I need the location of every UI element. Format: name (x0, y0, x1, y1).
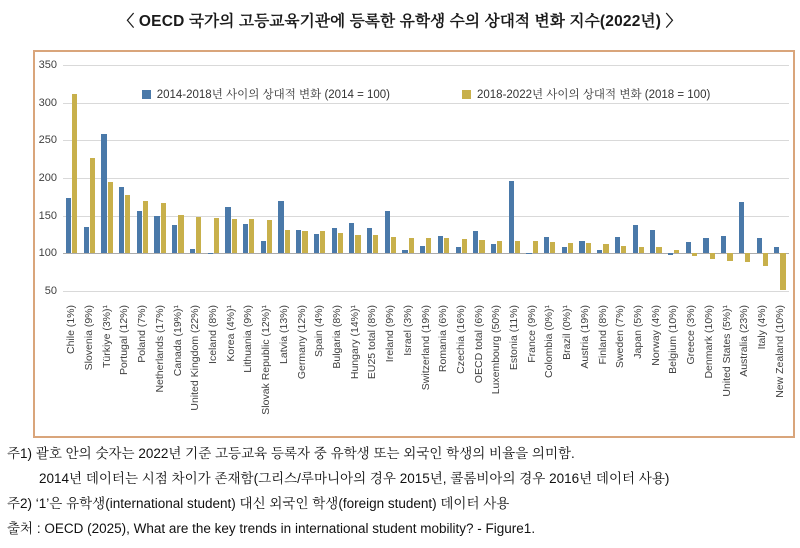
footnote-1-line-2: 2014년 데이터는 시점 차이가 존재함(그리스/루마니아의 경우 2015년, 콜롬비아의 경우 2016년 데이터 사용) (39, 471, 670, 486)
bar-2018-2022-Hungary (14%)¹ (355, 235, 360, 254)
bar-2018-2022-France (9%) (533, 241, 538, 253)
x-labels: Chile (1%) Slovenia (9%) Türkiye (3%)¹ Portugal (12%) Poland (7%) Netherlands (17%) Canada (19%)¹ United Kingdom (22%) Iceland (8%) Korea (4%)¹ Lithuania (9%) Slovak Republic (12%)¹ Latvia (13%) Germany (12%) Spain (4%) Bulgaria (8%) Hungary (14%)¹ EU25 total (8%) Ireland (9%) Israel (3%) Switzerland (19%) Romania (6%) Czechia (16%) OECD total (6%) Luxembourg (50%) Estonia (11%) France (9%) Colombia (0%)¹ Brazil (0%)¹ Austria (19%) Finland (8%) Sweden (7%) Japan (5%) Norway (4%) Belgium (10%) Greece (3%) Denmark (10%) United States (5%)¹ Australia (23%) Italy (4%) New Zealand (10%) (65, 305, 786, 415)
page-title: 〈 OECD 국가의 고등교육기관에 등록한 유학생 수의 상대적 변화 지수(2022년) 〉 (118, 13, 682, 30)
bar-2014-2018-Israel (3%) (402, 250, 407, 254)
bar-2014-2018-EU25 total (8%) (367, 228, 372, 253)
bar-2014-2018-Austria (19%) (579, 241, 584, 253)
legend-swatch-series2-icon (462, 90, 471, 99)
bar-2014-2018-Romania (6%) (438, 236, 443, 253)
bar-2014-2018-Spain (4%) (314, 234, 319, 254)
bar-2018-2022-Netherlands (17%) (161, 203, 166, 253)
bar-2014-2018-Latvia (13%) (278, 201, 283, 253)
bar-2018-2022-Brazil (0%)¹ (568, 243, 573, 254)
bar-2018-2022-New Zealand (10%) (780, 253, 785, 290)
bar-2018-2022-Israel (3%) (409, 238, 414, 254)
bar-2018-2022-EU25 total (8%) (373, 235, 378, 253)
bar-2014-2018-Japan (5%) (633, 225, 638, 253)
y-tick-300: 300 (38, 96, 57, 109)
bar-2014-2018-Türkiye (3%)¹ (101, 134, 106, 254)
bar-2014-2018-Belgium (10%) (668, 253, 673, 255)
gridline-50 (63, 291, 789, 292)
chart-box (33, 50, 795, 438)
legend-label-series2: 2018-2022년 사이의 상대적 변화 (2018 = 100) (477, 89, 711, 101)
bar-2018-2022-Finland (8%) (603, 244, 608, 253)
bar-2014-2018-Ireland (9%) (385, 211, 390, 253)
bar-2018-2022-Chile (1%) (72, 94, 77, 254)
bar-2018-2022-Türkiye (3%)¹ (108, 182, 113, 254)
bar-2018-2022-Ireland (9%) (391, 237, 396, 254)
bar-2014-2018-Finland (8%) (597, 250, 602, 253)
gridline-300 (63, 103, 789, 104)
bar-2018-2022-Slovenia (9%) (90, 158, 95, 254)
bar-2014-2018-New Zealand (10%) (774, 247, 779, 254)
y-tick-150: 150 (38, 209, 57, 222)
bar-2014-2018-Estonia (11%) (509, 181, 514, 253)
gridline-250 (63, 140, 789, 141)
bar-2018-2022-Poland (7%) (143, 201, 148, 253)
footnote-2: 주2) ‘1’은 유학생(international student) 대신 외국인 학생(foreign student) 데이터 사용 (7, 496, 510, 511)
bar-2014-2018-Canada (19%)¹ (172, 225, 177, 253)
bar-2014-2018-Hungary (14%)¹ (349, 223, 354, 253)
bar-2018-2022-Austria (19%) (586, 243, 591, 254)
bar-2014-2018-Sweden (7%) (615, 237, 620, 254)
bar-2014-2018-Norway (4%) (650, 230, 655, 253)
bar-2014-2018-Australia (23%) (739, 202, 744, 253)
gridline-150 (63, 216, 789, 217)
y-axis (35, 59, 60, 297)
gridline-350 (63, 65, 789, 66)
bar-2014-2018-Chile (1%) (66, 198, 71, 254)
bar-2018-2022-Estonia (11%) (515, 241, 520, 253)
bar-2018-2022-Iceland (8%) (214, 218, 219, 253)
bar-2014-2018-Brazil (0%)¹ (562, 247, 567, 254)
bar-2014-2018-Korea (4%)¹ (225, 207, 230, 253)
bar-2018-2022-Romania (6%) (444, 238, 449, 253)
bar-2018-2022-Sweden (7%) (621, 246, 626, 254)
bar-2018-2022-Switzerland (19%) (426, 238, 431, 253)
plot-area (63, 65, 789, 291)
bar-2014-2018-United Kingdom (22%) (190, 249, 195, 254)
bar-2014-2018-Denmark (10%) (703, 238, 708, 253)
bar-2014-2018-Luxembourg (50%) (491, 244, 496, 253)
bar-2018-2022-Greece (3%) (692, 253, 697, 256)
bar-2014-2018-Germany (12%) (296, 230, 301, 253)
bar-2018-2022-Latvia (13%) (285, 230, 290, 253)
bar-2018-2022-Korea (4%)¹ (232, 219, 237, 254)
bar-2018-2022-Italy (4%) (763, 253, 768, 266)
bar-2014-2018-OECD total (6%) (473, 231, 478, 254)
bar-2018-2022-United States (5%)¹ (727, 253, 732, 261)
gridline-100 (63, 253, 789, 254)
bar-2018-2022-Germany (12%) (302, 231, 307, 254)
bar-2014-2018-Portugal (12%) (119, 187, 124, 253)
bar-2018-2022-Czechia (16%) (462, 239, 467, 253)
bar-2014-2018-Slovenia (9%) (84, 227, 89, 253)
bar-2018-2022-Belgium (10%) (674, 250, 679, 253)
bar-2014-2018-Iceland (8%) (208, 253, 213, 254)
bar-2014-2018-Poland (7%) (137, 211, 142, 253)
chart-legend (63, 86, 789, 102)
bar-2014-2018-United States (5%)¹ (721, 236, 726, 253)
legend-label-series1: 2014-2018년 사이의 상대적 변화 (2014 = 100) (156, 89, 390, 101)
y-tick-100: 100 (38, 247, 57, 260)
bar-2018-2022-Japan (5%) (639, 247, 644, 254)
legend-swatch-series1-icon (142, 90, 151, 99)
bar-2014-2018-Netherlands (17%) (154, 216, 159, 253)
bar-2014-2018-Lithuania (9%) (243, 224, 248, 253)
y-tick-250: 250 (38, 134, 57, 147)
bar-2018-2022-Slovak Republic (12%)¹ (267, 220, 272, 253)
bar-2018-2022-Colombia (0%)¹ (550, 242, 555, 253)
bar-2018-2022-Luxembourg (50%) (497, 241, 502, 254)
footnote-1-line-1: 주1) 괄호 안의 숫자는 2022년 기준 고등교육 등록자 중 유학생 또는 외국인 학생의 비율을 의미함. (7, 446, 575, 461)
bar-2018-2022-Bulgaria (8%) (338, 233, 343, 253)
bar-2014-2018-Switzerland (19%) (420, 246, 425, 254)
bar-2018-2022-Australia (23%) (745, 253, 750, 261)
bar-2018-2022-Spain (4%) (320, 231, 325, 253)
bar-2014-2018-Bulgaria (8%) (332, 228, 337, 254)
footnotes (7, 441, 797, 541)
bar-2018-2022-Norway (4%) (656, 247, 661, 253)
bar-2018-2022-Lithuania (9%) (249, 219, 254, 253)
gridline-200 (63, 178, 789, 179)
legend-item-2018-2022 (462, 86, 710, 102)
bar-2014-2018-France (9%) (526, 253, 531, 254)
bar-2014-2018-Italy (4%) (757, 238, 762, 254)
legend-item-2014-2018 (142, 86, 390, 102)
bar-2018-2022-Denmark (10%) (710, 253, 715, 258)
bar-2014-2018-Colombia (0%)¹ (544, 237, 549, 254)
y-tick-200: 200 (38, 172, 57, 184)
y-tick-350: 350 (38, 59, 57, 71)
y-tick-50: 50 (44, 285, 57, 297)
bar-2018-2022-OECD total (6%) (479, 240, 484, 254)
bar-2018-2022-Canada (19%)¹ (178, 215, 183, 253)
source-line: 출처 : OECD (2025), What are the key trends in international student mobility? - Figure1. (7, 521, 536, 536)
bar-2014-2018-Czechia (16%) (456, 247, 461, 254)
bar-2018-2022-Portugal (12%) (125, 195, 130, 253)
bar-2014-2018-Slovak Republic (12%)¹ (261, 241, 266, 253)
bar-2018-2022-United Kingdom (22%) (196, 217, 201, 253)
bar-2014-2018-Greece (3%) (686, 242, 691, 253)
